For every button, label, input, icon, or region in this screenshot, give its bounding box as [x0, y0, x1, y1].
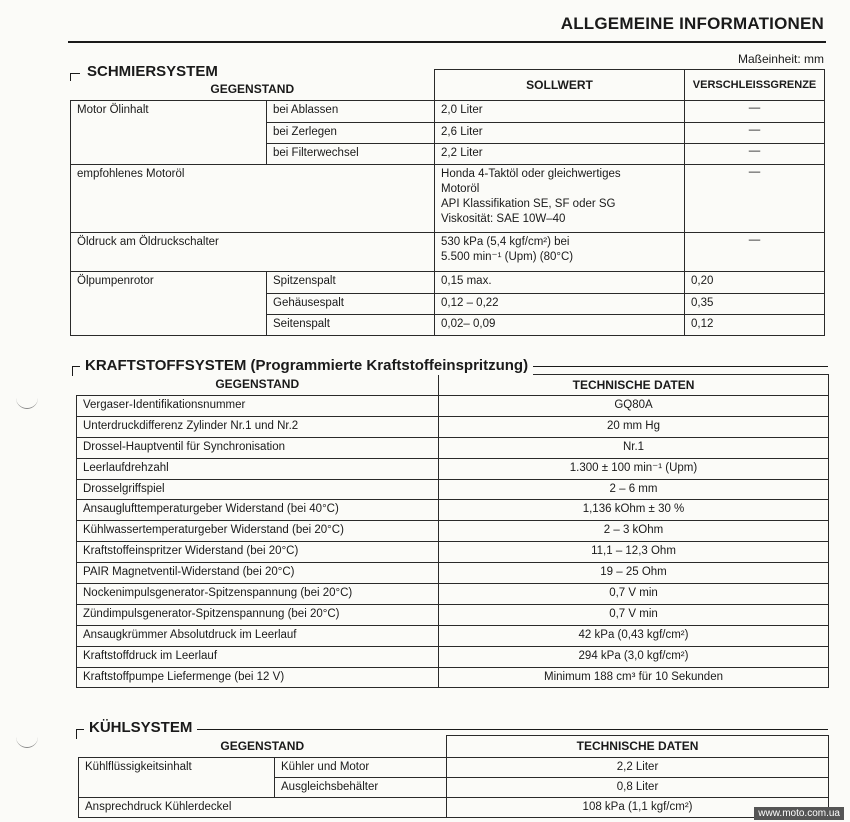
row-value: 0,8 Liter — [447, 778, 829, 798]
row-sub-label: Seitenspalt — [267, 315, 435, 336]
row-sub-label: Gehäusespalt — [267, 294, 435, 315]
row-label-oelpumpenrotor: Ölpumpenrotor — [71, 272, 267, 336]
row-label: Unterdruckdifferenz Zylinder Nr.1 und Nr.2 — [77, 416, 439, 437]
section-title-kuehlsystem: KÜHLSYSTEM — [84, 719, 197, 737]
row-value: GQ80A — [439, 396, 829, 417]
row-label: Ansaugkrümmer Absolutdruck im Leerlauf — [77, 625, 439, 646]
row-label-kuehlfluessigkeit: Kühlflüssigkeitsinhalt — [79, 758, 275, 798]
value-line: Viskosität: SAE 10W–40 — [441, 213, 566, 225]
table-row — [71, 165, 825, 233]
value-line: Motoröl — [441, 183, 480, 195]
table-row — [79, 758, 829, 778]
row-sub-label: bei Zerlegen — [267, 123, 435, 144]
binding-hole-mark — [16, 735, 38, 748]
row-value: 0,12 – 0,22 — [435, 294, 685, 315]
section-bracket — [70, 73, 80, 74]
row-label-empfohlenes-oel: empfohlenes Motoröl — [71, 165, 435, 233]
table-row — [77, 437, 829, 458]
row-label-oeldruck: Öldruck am Öldruckschalter — [71, 233, 435, 272]
table-row — [77, 479, 829, 500]
row-value: 0,02– 0,09 — [435, 315, 685, 336]
table-row — [77, 604, 829, 625]
row-label: Vergaser-Identifikationsnummer — [77, 396, 439, 417]
schmier-table — [70, 69, 825, 336]
watermark-url: www.moto.com.ua — [754, 807, 844, 820]
value-line: 5.500 min⁻¹ (Upm) (80°C) — [441, 251, 574, 263]
value-line: API Klassifikation SE, SF oder SG — [441, 198, 616, 210]
row-label-kuehlerdeckel: Ansprechdruck Kühlerdeckel — [79, 798, 447, 818]
col-header-technische-daten: TECHNISCHE DATEN — [447, 736, 829, 758]
col-header-verschleissgrenze: VERSCHLEISSGRENZE — [685, 70, 825, 101]
kraft-table — [76, 374, 829, 688]
row-value: 19 – 25 Ohm — [439, 563, 829, 584]
col-header-gegenstand: GEGENSTAND — [71, 70, 435, 101]
row-label: Drosselgriffspiel — [77, 479, 439, 500]
table-row — [77, 542, 829, 563]
row-value: 2,2 Liter — [435, 144, 685, 165]
page-title: ALLGEMEINE INFORMATIONEN — [560, 14, 824, 33]
row-value: 0,7 V min — [439, 604, 829, 625]
row-value: 2,0 Liter — [435, 101, 685, 123]
unit-note: Maßeinheit: mm — [737, 52, 824, 66]
row-limit: — — [685, 144, 825, 165]
section-title-schmiersystem: SCHMIERSYSTEM — [82, 63, 223, 81]
row-label: Leerlaufdrehzahl — [77, 458, 439, 479]
row-label: Drossel-Hauptventil für Synchronisation — [77, 437, 439, 458]
row-label-motor-oel: Motor Ölinhalt — [71, 101, 267, 165]
section-bracket — [70, 73, 71, 81]
row-label: Zündimpulsgenerator-Spitzenspannung (bei 20°C) — [77, 604, 439, 625]
row-label: PAIR Magnetventil-Widerstand (bei 20°C) — [77, 563, 439, 584]
row-sub-label: bei Filterwechsel — [267, 144, 435, 165]
table-row — [77, 500, 829, 521]
row-value: 1.300 ± 100 min⁻¹ (Upm) — [439, 458, 829, 479]
kuehl-table — [78, 735, 829, 818]
row-value: 2,2 Liter — [447, 758, 829, 778]
row-value: 2 – 6 mm — [439, 479, 829, 500]
row-value: Minimum 188 cm³ für 10 Sekunden — [439, 667, 829, 688]
row-value: 0,15 max. — [435, 272, 685, 294]
row-label: Kühlwassertemperaturgeber Widerstand (bei 20°C) — [77, 521, 439, 542]
row-label: Kraftstoffdruck im Leerlauf — [77, 646, 439, 667]
row-value: 2,6 Liter — [435, 123, 685, 144]
row-limit: — — [685, 123, 825, 144]
row-limit: 0,12 — [685, 315, 825, 336]
value-line: Honda 4-Taktöl oder gleichwertiges — [441, 168, 621, 180]
row-limit: 0,20 — [685, 272, 825, 294]
row-value: 0,7 V min — [439, 584, 829, 605]
table-row — [79, 798, 829, 818]
row-limit: — — [685, 233, 825, 272]
row-sub-label: Ausgleichsbehälter — [275, 778, 447, 798]
table-row — [77, 667, 829, 688]
table-row — [71, 101, 825, 123]
row-sub-label: Spitzenspalt — [267, 272, 435, 294]
table-row — [77, 458, 829, 479]
row-limit: 0,35 — [685, 294, 825, 315]
row-value — [435, 233, 685, 272]
row-sub-label: bei Ablassen — [267, 101, 435, 123]
row-value: 20 mm Hg — [439, 416, 829, 437]
value-line: 530 kPa (5,4 kgf/cm²) bei — [441, 236, 570, 248]
row-sub-label: Kühler und Motor — [275, 758, 447, 778]
binding-hole-mark — [16, 396, 38, 409]
table-row — [77, 646, 829, 667]
row-label: Kraftstoffpumpe Liefermenge (bei 12 V) — [77, 667, 439, 688]
col-header-gegenstand: GEGENSTAND — [77, 375, 439, 396]
row-value: 108 kPa (1,1 kgf/cm²) — [447, 798, 829, 818]
kraft-table-body — [77, 396, 829, 688]
page-header — [68, 14, 826, 43]
row-label: Kraftstoffeinspritzer Widerstand (bei 20°C) — [77, 542, 439, 563]
col-header-technische-daten: TECHNISCHE DATEN — [439, 375, 829, 396]
table-row — [77, 521, 829, 542]
row-value: Nr.1 — [439, 437, 829, 458]
col-header-gegenstand: GEGENSTAND — [79, 736, 447, 758]
row-label: Ansauglufttemperaturgeber Widerstand (bei 40°C) — [77, 500, 439, 521]
table-row — [77, 563, 829, 584]
row-value: 11,1 – 12,3 Ohm — [439, 542, 829, 563]
row-value: 2 – 3 kOhm — [439, 521, 829, 542]
table-row — [77, 416, 829, 437]
table-row — [77, 584, 829, 605]
row-limit: — — [685, 101, 825, 123]
section-bracket — [72, 366, 73, 376]
table-row — [77, 396, 829, 417]
section-title-kraftstoffsystem: KRAFTSTOFFSYSTEM (Programmierte Kraftstoffeinspritzung) — [80, 357, 533, 375]
row-limit: — — [685, 165, 825, 233]
table-row — [71, 272, 825, 294]
row-value: 1,136 kOhm ± 30 % — [439, 500, 829, 521]
row-value: 294 kPa (3,0 kgf/cm²) — [439, 646, 829, 667]
section-bracket — [76, 729, 77, 739]
table-row — [71, 233, 825, 272]
row-value: 42 kPa (0,43 kgf/cm²) — [439, 625, 829, 646]
table-row — [77, 625, 829, 646]
row-label: Nockenimpulsgenerator-Spitzenspannung (bei 20°C) — [77, 584, 439, 605]
row-value — [435, 165, 685, 233]
col-header-sollwert: SOLLWERT — [435, 70, 685, 101]
